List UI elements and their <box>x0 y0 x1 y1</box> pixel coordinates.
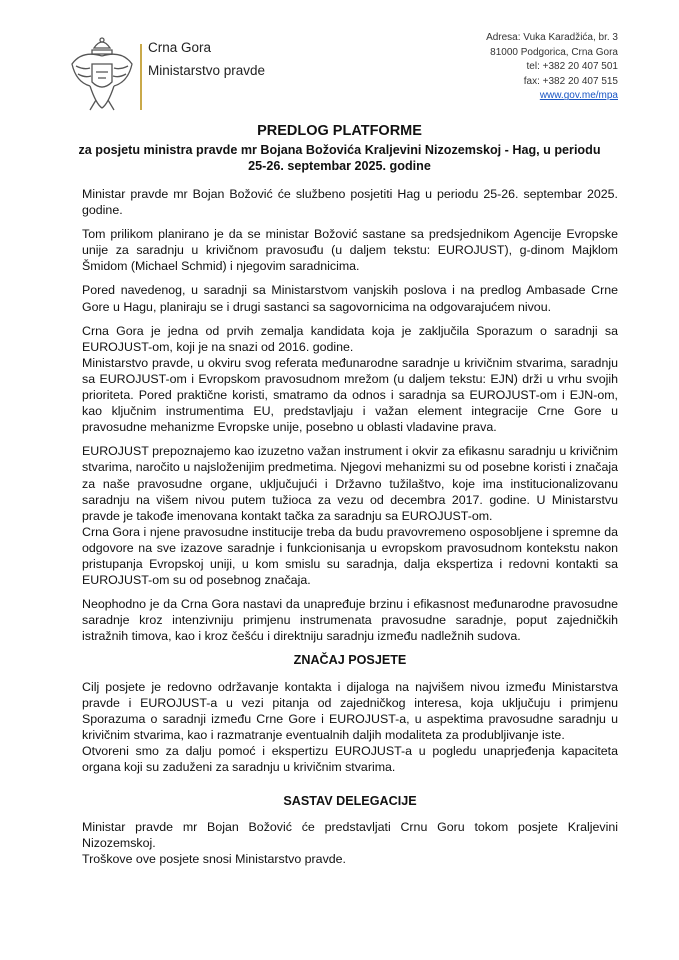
header-divider <box>140 44 142 110</box>
paragraph: Otvoreni smo za dalju pomoć i ekspertizu EUROJUST-a u pogledu unaprjeđenja kapaciteta organa koji su zaduženi za saradnju u krivičnim stvarima. <box>82 743 618 774</box>
paragraph: EUROJUST prepoznajemo kao izuzetno važan instrument i okvir za efikasnu saradnju u krivičnim stvarima, naročito u najsloženijim predmetima. Njegovi mehanizmi su od posebne koristi i značaja za naše pravosudne organe, uključujući i Državno tužilaštvo, koje ima institucionalizovanu saradnju na višem nivou putem tužioca za vezu od decembra 2017. godine. U Ministarstvu pravde je takođe imenovana kontakt tačka za saradnju sa EUROJUST-om. <box>82 444 618 523</box>
paragraph: Pored navedenog, u saradnji sa Ministarstvom vanjskih poslova i na predlog Ambasade Crne Gore u Hagu, planiraju se i drugi sastanci sa sagovornicima na odgovarajućem nivou. <box>82 283 618 314</box>
phone-line: tel: +382 20 407 501 <box>526 61 618 73</box>
paragraph: Cilj posjete je redovno održavanje kontakta i dijaloga na najvišem nivou između Ministarstva pravde i EUROJUST-a u vezi pitanja od zajedničkog interesa, koja uključuju i primjenu Sporazuma o saradnji između Crne Gore i EUROJUST-a, u aspektima pravosudne saradnju u krivičnim stvarima, kao i razmatranje eventualnih daljih modaliteta za produbljivanje iste. <box>82 679 618 742</box>
document-body <box>82 186 618 875</box>
fax-line: fax: +382 20 407 515 <box>523 75 618 87</box>
document-title: PREDLOG PLATFORME <box>257 123 422 139</box>
paragraph: Ministarstvo pravde, u okviru svog referata međunarodne saradnje u krivičnim stvarima, saradnju sa EUROJUST-om i Evropskom pravosudnom mrežom (u daljem tekstu: EJN) drži u vrhu svojih prioriteta. Pored praktične koristi, smatramo da odnos i saradnja sa EUROJUST-om i EJN-om, kao ključnim instrumentima EU, predstavljaju i važan element integracije Crne Gore u pravosudne mehanizme Evropske unije, posebno u oblasti vladavine prava. <box>82 355 618 435</box>
paragraph: Crna Gora je jedna od prvih zemalja kandidata koja je zaključila Sporazum o saradnji sa EUROJUST-om, koji je na snazi od 2016. godine. <box>82 323 618 354</box>
section-heading: SASTAV DELEGACIJE <box>283 794 417 809</box>
address-line: 81000 Podgorica, Crna Gora <box>490 46 618 58</box>
coat-of-arms-logo <box>68 34 136 114</box>
address-line: Adresa: Vuka Karadžića, br. 3 <box>486 32 618 43</box>
document-subtitle: za posjetu ministra pravde mr Bojana Božovića Kraljevini Nizozemskoj - Hag, u periodu <box>78 143 601 157</box>
paragraph: Ministar pravde mr Bojan Božović će predstavljati Crnu Goru tokom posjete Kraljevini Nizozemskoj. <box>82 820 618 851</box>
paragraph: Crna Gora i njene pravosudne institucije treba da budu pravovremeno osposobljene i spremne da odgovore na sve izazove saradnje i funkcionisanja u evropskom pravosudnom kontekstu nakon pristupanja Evropskoj uniji, u kom smislu su saradnja, dalja ekspertiza i redovni kontakti sa EUROJUST-om su od posebnog značaja. <box>82 524 618 588</box>
paragraph: Neophodno je da Crna Gora nastavi da unapređuje brzinu i efikasnost međunarodne pravosudne saradnje kroz intenzivniju primjenu instrumenata pravosudne saradnje, poput zajedničkih istražnih timova, kao i kroz češću i direktniju saradnju između nadležnih sudova. <box>82 597 618 644</box>
section-heading: ZNAČAJ POSJETE <box>293 653 407 668</box>
document-subtitle-date: 25-26. septembar 2025. godine <box>248 159 431 173</box>
website-link[interactable]: www.gov.me/mpa <box>539 90 618 102</box>
org-country: Crna Gora <box>148 40 212 55</box>
paragraph: Ministar pravde mr Bojan Božović će službeno posjetiti Hag u periodu 25-26. septembar 2025. godine. <box>82 187 618 218</box>
paragraph: Troškove ove posjete snosi Ministarstvo pravde. <box>82 852 346 867</box>
org-ministry: Ministarstvo pravde <box>148 63 266 78</box>
address-block <box>486 31 618 104</box>
paragraph: Tom prilikom planirano je da se ministar Božović sastane sa predsjednikom Agencije Evropske unije za saradnju u krivičnom pravosuđu (u daljem tekstu: EUROJUST), g-dinom Majklom Šmidom (Michael Schmid) i njegovim saradnicima. <box>82 227 618 274</box>
